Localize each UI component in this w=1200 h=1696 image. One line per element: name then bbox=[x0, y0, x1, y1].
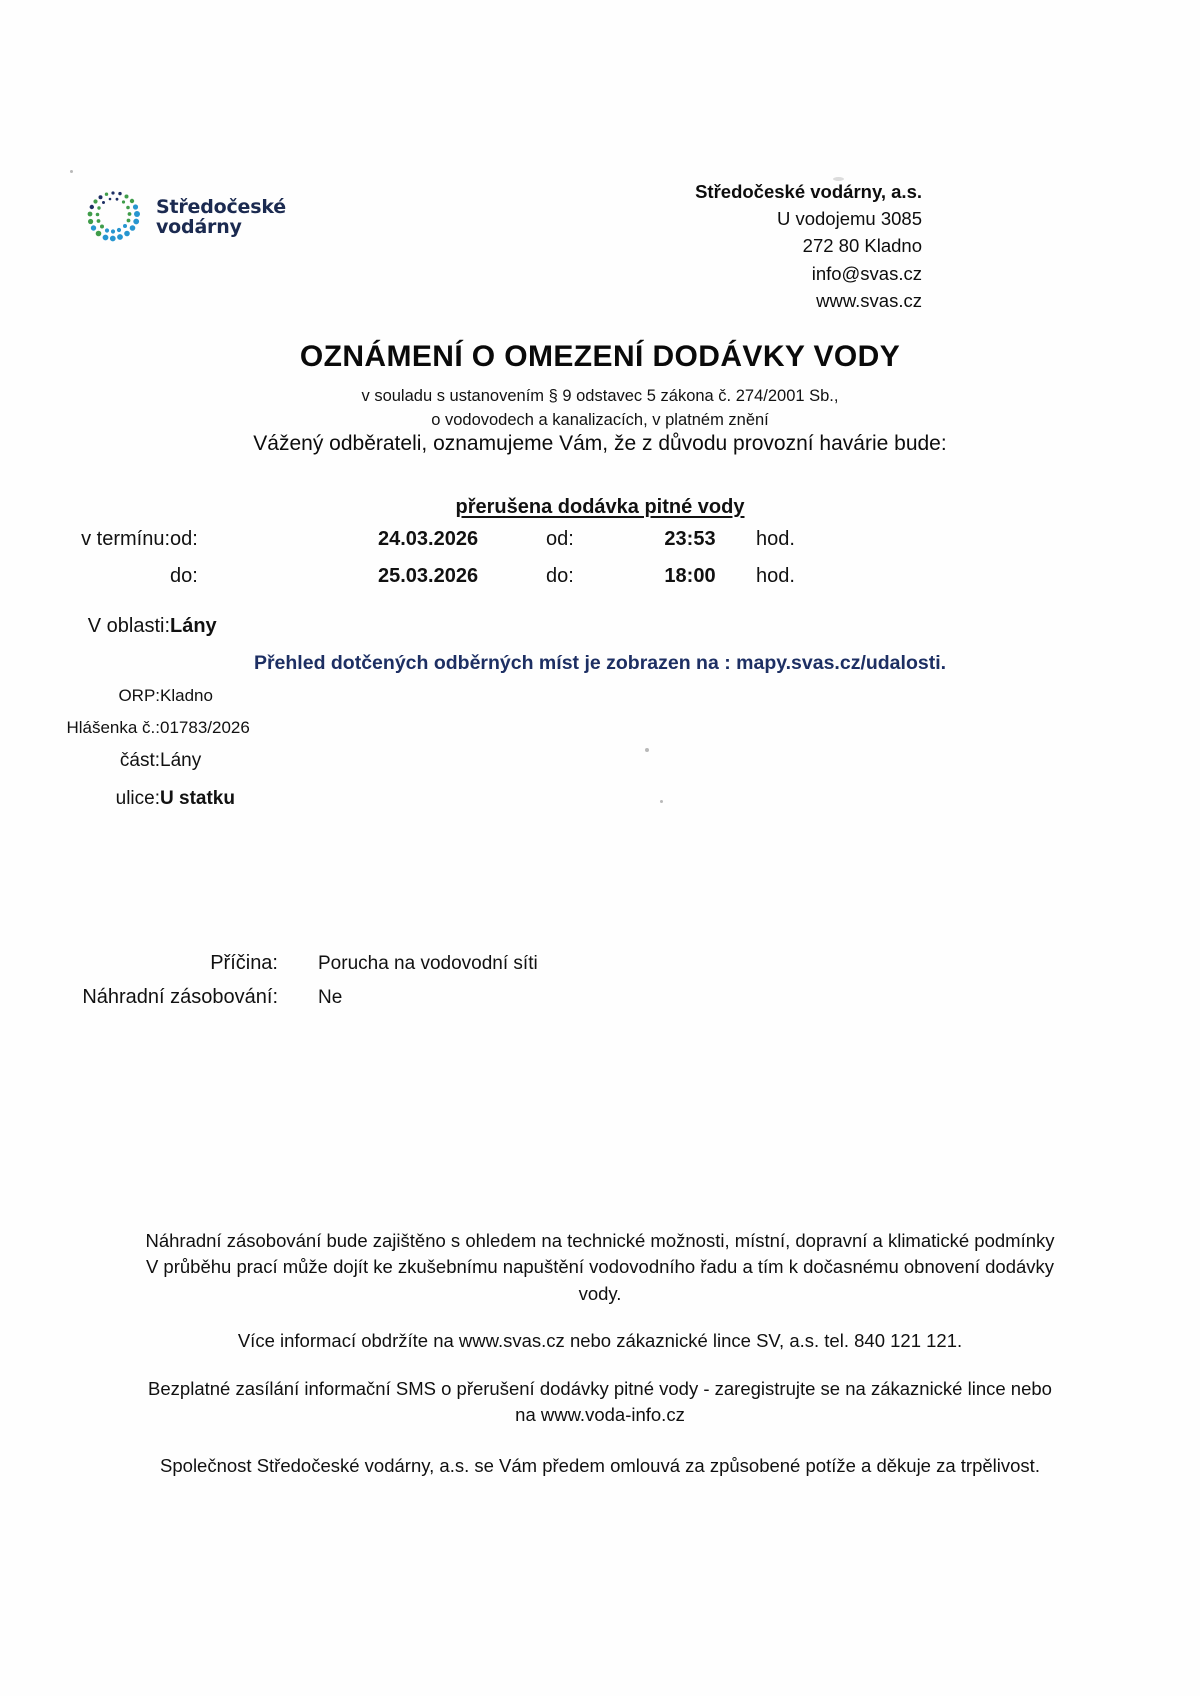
from-hours-unit: hod. bbox=[756, 528, 795, 550]
cause-value: Porucha na vodovodní síti bbox=[318, 953, 538, 974]
cast-value: Lány bbox=[160, 750, 202, 771]
map-link-note[interactable]: Přehled dotčených odběrných míst je zobrazen na : mapy.svas.cz/udalosti. bbox=[253, 652, 947, 674]
company-email: info@svas.cz bbox=[811, 262, 922, 284]
legal-line-1: v souladu s ustanovením § 9 odstavec 5 zákona č. 274/2001 Sb., bbox=[361, 387, 839, 405]
term-label: v termínu: bbox=[81, 528, 170, 550]
ulice-label: ulice: bbox=[115, 788, 160, 809]
company-city: 272 80 Kladno bbox=[802, 235, 922, 257]
from-date-value: 24.03.2026 bbox=[378, 528, 479, 550]
footer-line-3: vody. bbox=[578, 1282, 622, 1304]
from-time-label: od: bbox=[546, 528, 574, 550]
to-hours-unit: hod. bbox=[756, 565, 795, 587]
logo-line-1: Středočeské bbox=[156, 195, 286, 218]
legal-line-2: o vodovodech a kanalizacích, v platném znění bbox=[431, 410, 769, 429]
company-website: www.svas.cz bbox=[816, 289, 922, 311]
water-droplets-circle-icon bbox=[82, 186, 144, 248]
area-detail-table bbox=[0, 686, 1200, 826]
to-time-label: do: bbox=[546, 565, 574, 587]
term-row-from bbox=[0, 528, 1200, 565]
substitute-supply-label: Náhradní zásobování: bbox=[82, 986, 278, 1008]
to-date-value: 25.03.2026 bbox=[378, 565, 479, 587]
company-logo bbox=[82, 186, 286, 248]
legal-reference bbox=[0, 385, 1200, 433]
footer-line-2: V průběhu prací může dojít ke zkušebnímu napuštění vodovodního řadu a tím k dočasnému obnovení dodávky bbox=[145, 1256, 1055, 1278]
cause-row bbox=[0, 952, 1200, 986]
orp-label: ORP: bbox=[118, 686, 160, 705]
area-row bbox=[0, 615, 1200, 638]
cast-label: část: bbox=[119, 750, 160, 771]
detail-row-ulice bbox=[0, 788, 1200, 826]
document-header bbox=[0, 168, 1200, 318]
hlasenka-value: 01783/2026 bbox=[160, 718, 250, 737]
footer-line-6: na www.voda-info.cz bbox=[515, 1404, 685, 1426]
footer-line-5: Bezplatné zasílání informační SMS o přerušení dodávky pitné vody - zaregistrujte se na zákaznické lince nebo bbox=[148, 1378, 1052, 1400]
term-table bbox=[0, 528, 1200, 602]
detail-row-cast bbox=[0, 750, 1200, 788]
salutation-text: Vážený odběrateli, oznamujeme Vám, že z důvodu provozní havárie bude: bbox=[253, 432, 947, 455]
from-date-label: od: bbox=[170, 528, 198, 550]
substitute-supply-row bbox=[0, 986, 1200, 1020]
company-address-block bbox=[695, 178, 922, 314]
logo-line-2: vodárny bbox=[156, 216, 242, 238]
interruption-heading bbox=[0, 496, 1200, 519]
term-row-to bbox=[0, 565, 1200, 602]
ulice-value: U statku bbox=[160, 788, 235, 809]
detail-row-orp bbox=[0, 686, 1200, 718]
document-footer bbox=[52, 1228, 1148, 1479]
interruption-heading-text: přerušena dodávka pitné vody bbox=[455, 496, 745, 518]
company-name: Středočeské vodárny, a.s. bbox=[695, 181, 922, 202]
page-title: OZNÁMENÍ O OMEZENÍ DODÁVKY VODY bbox=[299, 340, 901, 373]
footer-line-1: Náhradní zásobování bude zajištěno s ohledem na technické možnosti, místní, dopravní a klimatické podmínky bbox=[145, 1230, 1055, 1251]
hlasenka-label: Hlášenka č.: bbox=[66, 718, 160, 737]
footer-line-4: Více informací obdržíte na www.svas.cz nebo zákaznické lince SV, a.s. tel. 840 121 121. bbox=[237, 1329, 963, 1351]
orp-value: Kladno bbox=[160, 686, 213, 705]
detail-row-hlasenka bbox=[0, 718, 1200, 750]
from-time-value: 23:53 bbox=[664, 528, 716, 550]
to-date-label: do: bbox=[170, 565, 198, 587]
to-time-value: 18:00 bbox=[664, 565, 716, 587]
substitute-supply-value: Ne bbox=[318, 987, 343, 1008]
company-street: U vodojemu 3085 bbox=[776, 208, 922, 230]
cause-label: Příčina: bbox=[210, 952, 278, 974]
footer-line-7: Společnost Středočeské vodárny, a.s. se Vám předem omlouvá za způsobené potíže a děkuje za trpělivost. bbox=[160, 1454, 1040, 1476]
area-label: V oblasti: bbox=[87, 615, 170, 637]
cause-table bbox=[0, 952, 1200, 1020]
company-logo-text bbox=[156, 197, 286, 237]
area-value: Lány bbox=[170, 615, 217, 637]
